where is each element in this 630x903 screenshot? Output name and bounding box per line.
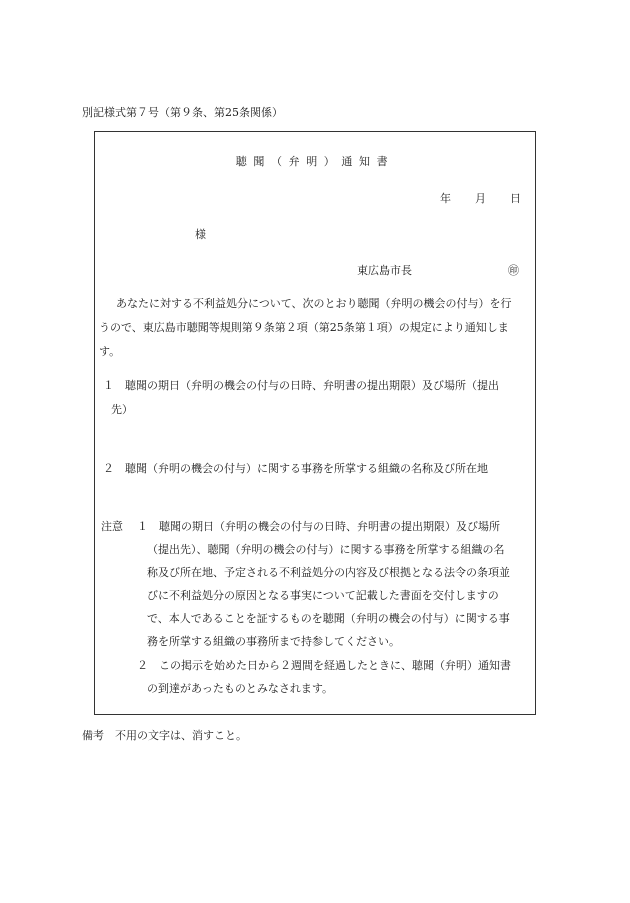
item-2-line: ２ 聴聞（弁明の機会の付与）に関する事務を所掌する組織の名称及び所在地 <box>103 462 488 475</box>
notice-frame <box>94 131 536 715</box>
form-number: 別記様式第７号（第９条、第25条関係） <box>82 106 283 119</box>
note-1-line: びに不利益処分の原因となる事実について記載した書面を交付しますの <box>147 589 499 602</box>
item-1-line: 先） <box>111 403 133 416</box>
item-1-line: １ 聴聞の期日（弁明の機会の付与の日時、弁明書の提出期限）及び場所（提出 <box>103 379 499 392</box>
notes-label: 注意 <box>101 520 123 533</box>
date-year-label: 年 <box>440 192 451 205</box>
sender-name: 東広島市長 <box>357 264 412 277</box>
note-1-line: （提出先）、聴聞（弁明の機会の付与）に関する事務を所掌する組織の名 <box>147 543 505 556</box>
body-line: す。 <box>99 345 121 358</box>
body-line: あなたに対する不利益処分について、次のとおり聴聞（弁明の機会の付与）を行 <box>105 297 512 310</box>
remark: 備考 不用の文字は、消すこと。 <box>82 729 247 742</box>
date-month-label: 月 <box>475 192 486 205</box>
addressee-honorific: 様 <box>195 228 206 241</box>
note-1-line: で、本人であることを証するものを聴聞（弁明の機会の付与）に関する事 <box>147 612 510 625</box>
date-day-label: 日 <box>510 192 521 205</box>
note-2-line: ２ この掲示を始めた日から２週間を経過したときに、聴聞（弁明）通知書 <box>137 659 511 672</box>
note-1-line: １ 聴聞の期日（弁明の機会の付与の日時、弁明書の提出期限）及び場所 <box>137 520 500 533</box>
seal-mark: ㊞ <box>508 264 519 277</box>
document-title: 聴聞（弁明）通知書 <box>235 155 395 168</box>
body-line: うので、東広島市聴聞等規則第９条第２項（第25条第１項）の規定により通知しま <box>99 321 509 334</box>
note-2-line: の到達があったものとみなされます。 <box>147 682 334 695</box>
note-1-line: 務を所掌する組織の事務所まで持参してください。 <box>147 635 400 648</box>
note-1-line: 称及び所在地、予定される不利益処分の内容及び根拠となる法令の条項並 <box>147 566 510 579</box>
